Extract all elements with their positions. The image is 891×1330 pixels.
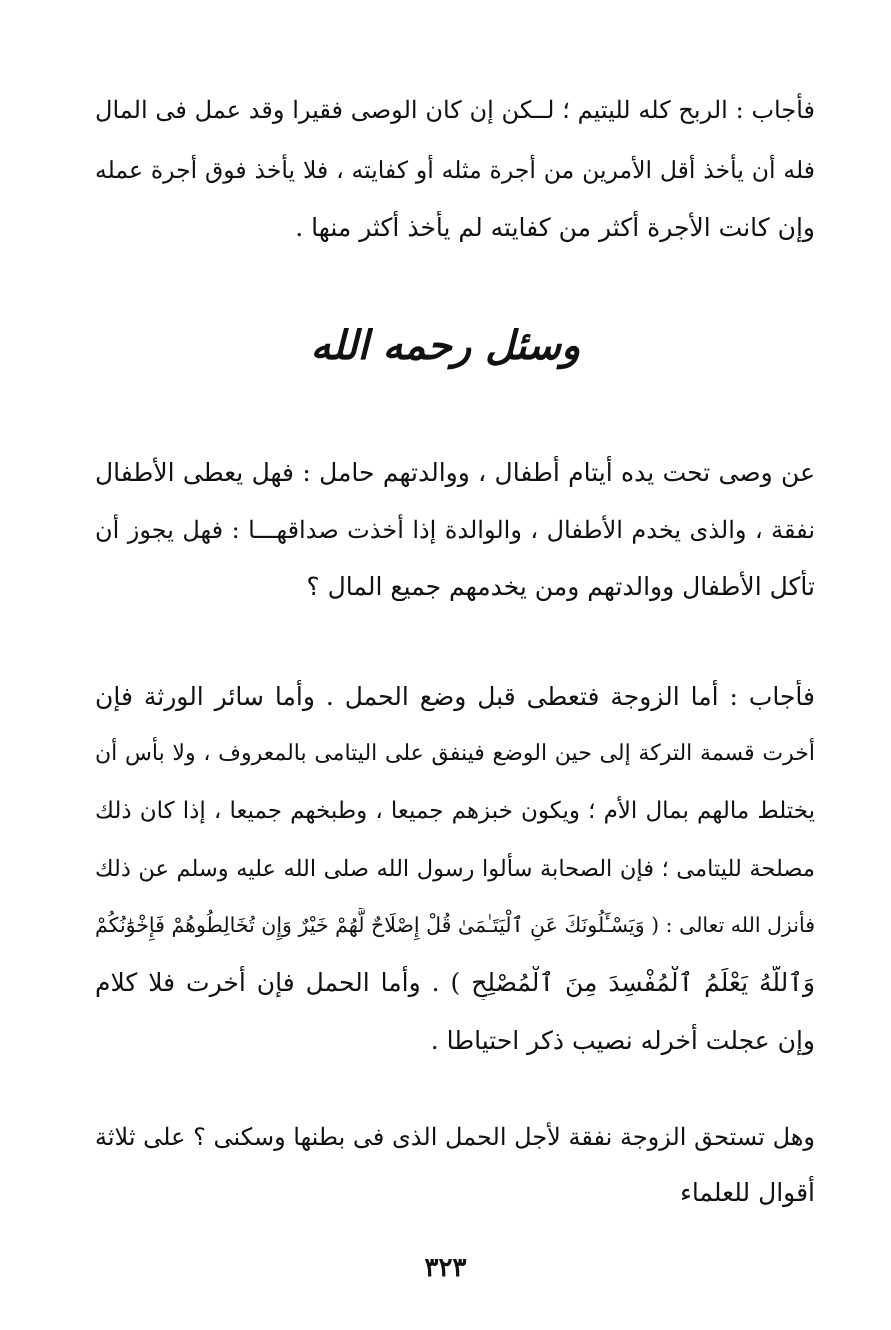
page-number: ٣٢٣ (424, 1253, 467, 1283)
text-line: وإن عجلت أخرله نصيب ذكر احتياطا . (430, 1026, 815, 1055)
text-line: فأجاب : أما الزوجة فتعطى قبل وضع الحمل . وأما سائر الورثة فإن (95, 682, 815, 711)
text-line: أقوال للعلماء (680, 1178, 815, 1207)
section-heading: وسئل رحمه الله (310, 322, 581, 369)
text-line: فله أن يأخذ أقل الأمرين من أجرة مثله أو كفايته ، فلا يأخذ فوق أجرة عمله (95, 156, 815, 184)
text-line: وهل تستحق الزوجة نفقة لأجل الحمل الذى فى بطنها وسكنى ؟ على ثلاثة (95, 1123, 815, 1151)
text-line: مصلحة لليتامى ؛ فإن الصحابة سألوا رسول الله صلى الله عليه وسلم عن ذلك (95, 856, 815, 882)
text-line: وإن كانت الأجرة أكثر من كفايته لم يأخذ أكثر منها . (295, 213, 815, 242)
quran-verse-line: فأنزل الله تعالى : ( وَيَسْـَٔلُونَكَ عَنِ ٱلْيَتَـٰمَىٰ قُلْ إِصْلَاحٌ لَّهُمْ خَيْرٌ وَإِن تُخَالِطُوهُمْ فَإِخْوَٰنُكُمْ (95, 913, 815, 937)
text-line: عن وصى تحت يده أيتام أطفال ، ووالدتهم حامل : فهل يعطى الأطفال (95, 458, 815, 487)
text-line: يختلط مالهم بمال الأم ؛ ويكون خبزهم جميعا ، وطبخهم جميعا ، إذا كان ذلك (95, 798, 815, 824)
quran-verse-line: وَٱللَّهُ يَعْلَمُ ٱلْمُفْسِدَ مِنَ ٱلْمُصْلِحِ ) . وأما الحمل فإن أخرت فلا كلام (95, 968, 815, 997)
text-line: أخرت قسمة التركة إلى حين الوضع فينفق على اليتامى بالمعروف ، ولا بأس أن (95, 741, 815, 766)
text-line: نفقة ، والذى يخدم الأطفال ، والوالدة إذا أخذت صداقهـــا : فهل يجوز أن (95, 516, 815, 544)
text-line: تأكل الأطفال ووالدتهم ومن يخدمهم جميع المال ؟ (306, 572, 815, 601)
text-line: فأجاب : الربح كله لليتيم ؛ لــكن إن كان الوصى فقيرا وقد عمل فى المال (95, 96, 815, 124)
